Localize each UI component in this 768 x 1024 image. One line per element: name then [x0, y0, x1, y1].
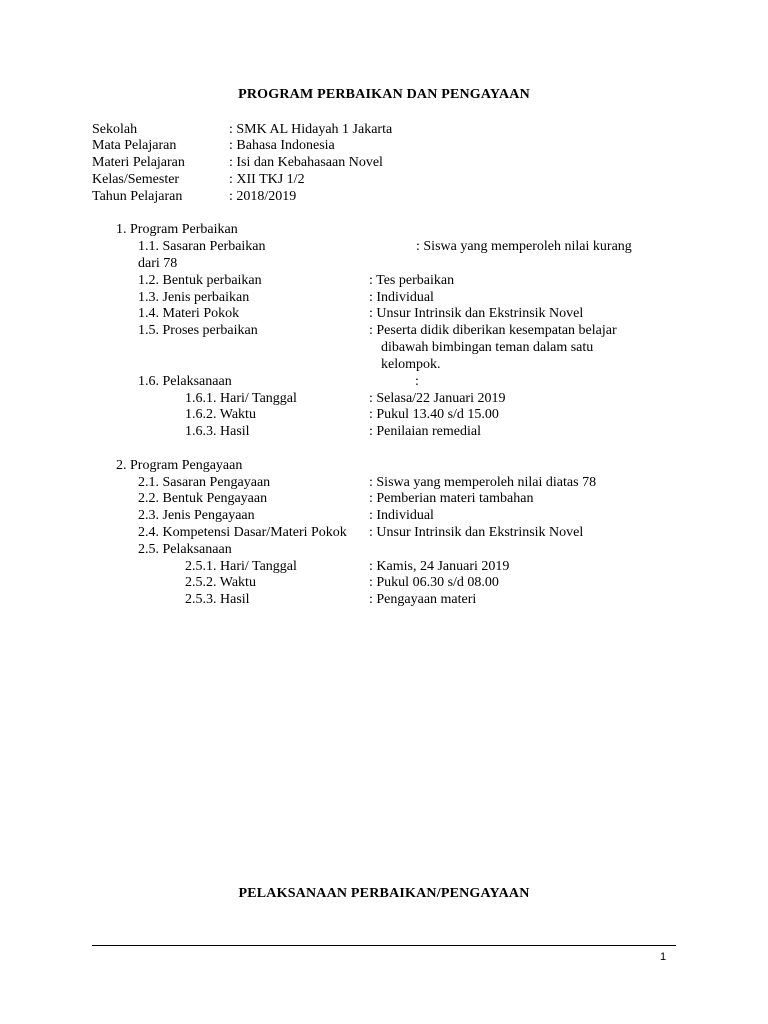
info-value-tahun: : 2018/2019	[229, 189, 297, 204]
info-value-kelas: : XII TKJ 1/2	[229, 172, 305, 187]
info-label-tahun: Tahun Pelajaran	[92, 189, 183, 204]
info-value-sekolah: : SMK AL Hidayah 1 Jakarta	[229, 122, 393, 137]
item-value: : Individual	[369, 508, 434, 523]
subitem-value: : Kamis, 24 Januari 2019	[369, 559, 510, 574]
item-value: : Individual	[369, 290, 434, 305]
item-label: 1.3. Jenis perbaikan	[138, 290, 250, 305]
item-label: 1.6. Pelaksanaan	[138, 374, 232, 389]
section-heading: 1. Program Perbaikan	[116, 222, 238, 237]
info-label-sekolah: Sekolah	[92, 122, 138, 137]
info-value-mapel: : Bahasa Indonesia	[229, 138, 335, 153]
info-value-materi: : Isi dan Kebahasaan Novel	[229, 155, 383, 170]
item-value: : Unsur Intrinsik dan Ekstrinsik Novel	[369, 525, 584, 540]
subitem-label: 1.6.2. Waktu	[185, 407, 256, 422]
subitem-label: 2.5.1. Hari/ Tanggal	[185, 559, 297, 574]
item-value: : Siswa yang memperoleh nilai kurang	[416, 239, 632, 254]
item-value-continued: dibawah bimbingan teman dalam satu	[381, 340, 594, 355]
footer-divider	[92, 945, 676, 946]
item-label: 2.4. Kompetensi Dasar/Materi Pokok	[138, 525, 347, 540]
item-value: : Unsur Intrinsik dan Ekstrinsik Novel	[369, 306, 584, 321]
item-label: 2.5. Pelaksanaan	[138, 542, 232, 557]
item-label: 1.4. Materi Pokok	[138, 306, 240, 321]
info-label-mapel: Mata Pelajaran	[92, 138, 177, 153]
item-value: : Siswa yang memperoleh nilai diatas 78	[369, 475, 597, 490]
info-label-materi: Materi Pelajaran	[92, 155, 185, 170]
item-value-continued: dari 78	[138, 256, 178, 271]
item-label: 1.1. Sasaran Perbaikan	[138, 239, 266, 254]
page-title: PROGRAM PERBAIKAN DAN PENGAYAAN	[238, 87, 530, 102]
subitem-value: : Penilaian remedial	[369, 424, 481, 439]
item-label: 2.2. Bentuk Pengayaan	[138, 491, 268, 506]
subitem-value: : Pukul 13.40 s/d 15.00	[369, 407, 499, 422]
item-value: : Peserta didik diberikan kesempatan belajar	[369, 323, 617, 338]
subitem-value: : Selasa/22 Januari 2019	[369, 391, 506, 406]
item-label: 2.3. Jenis Pengayaan	[138, 508, 255, 523]
item-label: 1.2. Bentuk perbaikan	[138, 273, 262, 288]
subitem-label: 2.5.2. Waktu	[185, 575, 256, 590]
item-value-continued: kelompok.	[381, 357, 441, 372]
item-label: 1.5. Proses perbaikan	[138, 323, 258, 338]
item-colon: :	[415, 374, 419, 389]
item-value: : Tes perbaikan	[369, 273, 455, 288]
section-title-pelaksanaan: PELAKSANAAN PERBAIKAN/PENGAYAAN	[238, 886, 530, 901]
subitem-value: : Pengayaan materi	[369, 592, 477, 607]
item-value: : Pemberian materi tambahan	[369, 491, 534, 506]
item-label: 2.1. Sasaran Pengayaan	[138, 475, 271, 490]
section-heading: 2. Program Pengayaan	[116, 458, 243, 473]
info-label-kelas: Kelas/Semester	[92, 172, 180, 187]
page-number: 1	[660, 951, 667, 963]
subitem-value: : Pukul 06.30 s/d 08.00	[369, 575, 499, 590]
subitem-label: 2.5.3. Hasil	[185, 592, 250, 607]
subitem-label: 1.6.1. Hari/ Tanggal	[185, 391, 297, 406]
subitem-label: 1.6.3. Hasil	[185, 424, 250, 439]
